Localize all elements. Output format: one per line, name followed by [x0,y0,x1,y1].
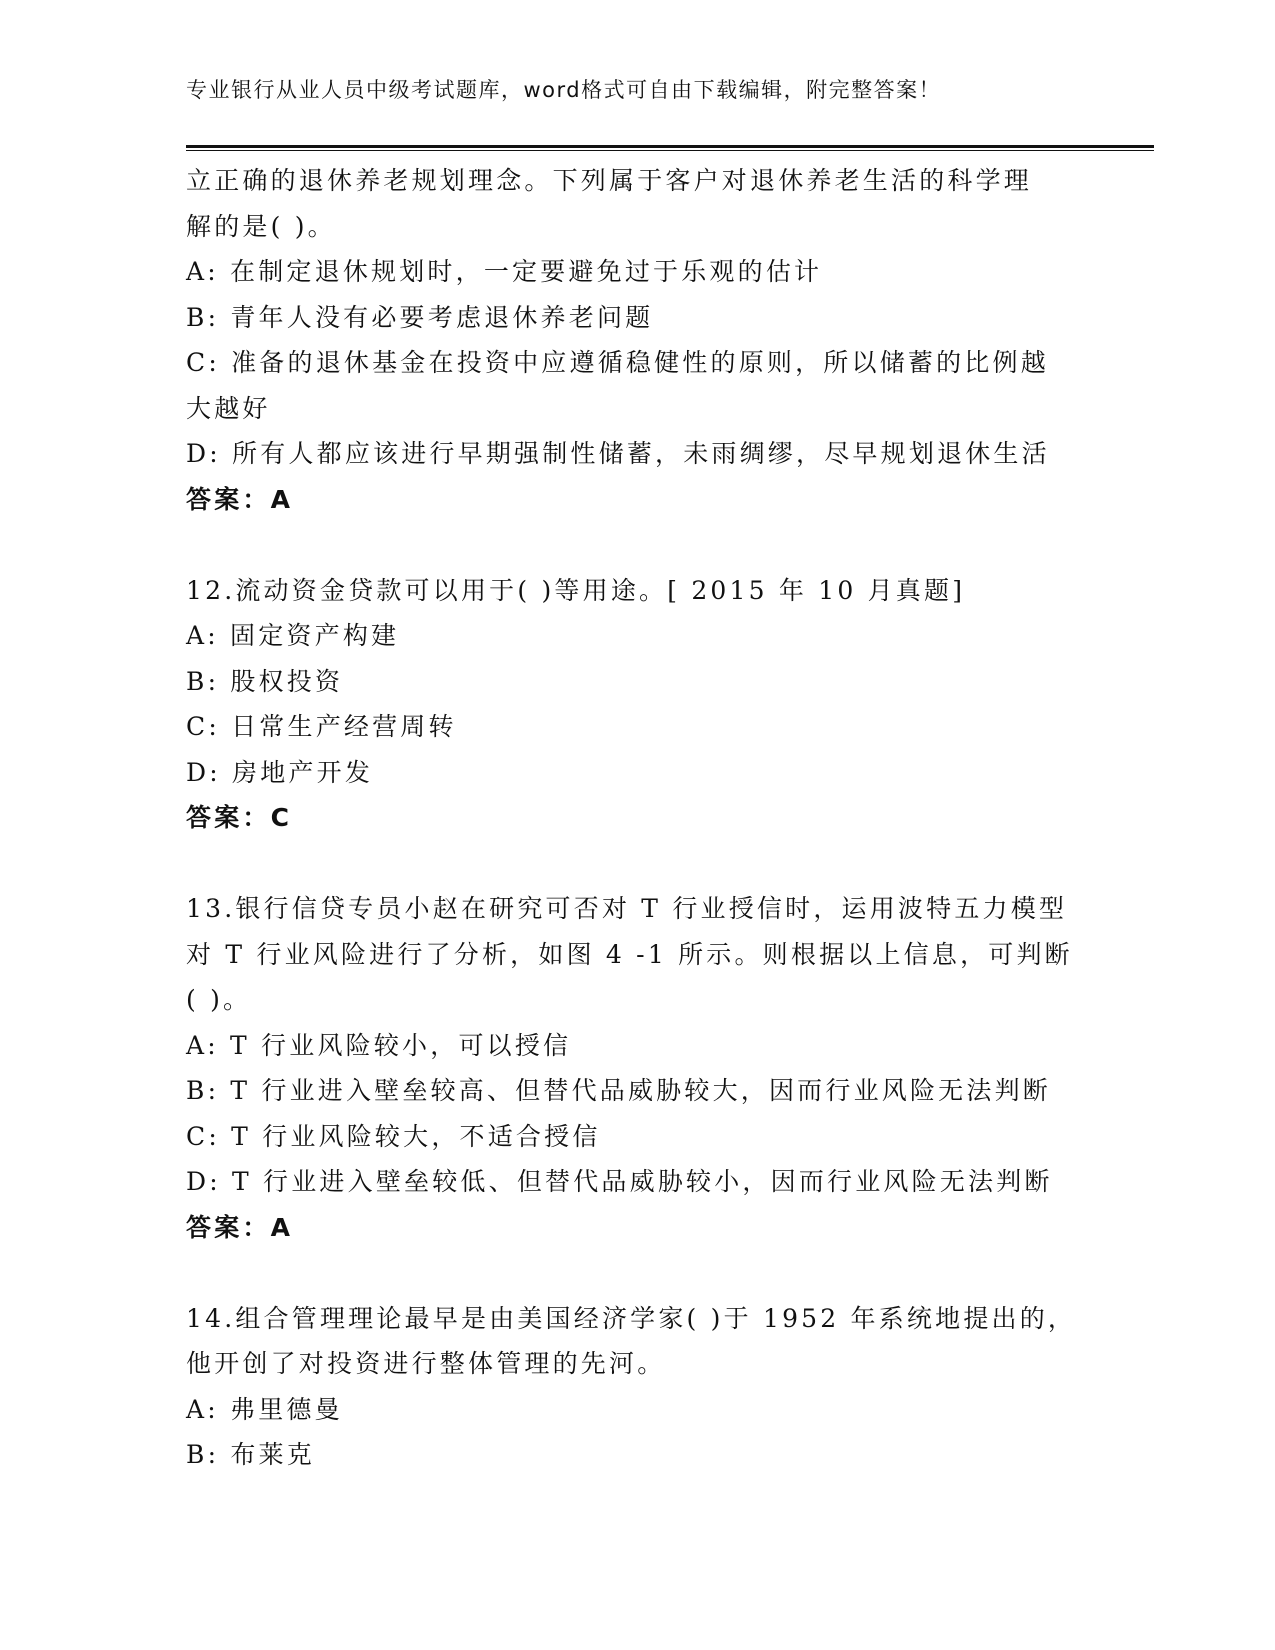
option-c: C: T 行业风险较大，不适合授信 [186,1121,601,1151]
question-stem-line: 对 T 行业风险进行了分析，如图 4 -1 所示。则根据以上信息，可判断 [186,939,1073,969]
answer-line: 答案：A [186,1212,294,1242]
option-a: A: 固定资产构建 [186,621,400,650]
option-b: B: T 行业进入壁垒较高、但替代品威胁较大，因而行业风险无法判断 [186,1076,1051,1105]
question-stem-line: 13.银行信贷专员小赵在研究可否对 T 行业授信时，运用波特五力模型 [186,894,1068,923]
option-d: D: 所有人都应该进行早期强制性储蓄，未雨绸缪，尽早规划退休生活 [186,439,1050,468]
question-stem-line: 14.组合管理理论最早是由美国经济学家( )于 1952 年系统地提出的， [186,1303,1077,1333]
spacer [186,522,1086,568]
spacer [186,1250,1086,1296]
answer-line: 答案：C [186,803,293,832]
option-c: C: 日常生产经营周转 [186,712,457,741]
option-d: D: T 行业进入壁垒较低、但替代品威胁较小，因而行业风险无法判断 [186,1167,1053,1196]
option-c: C: 准备的退休基金在投资中应遵循稳健性的原则，所以储蓄的比例越 [186,348,1049,377]
option-b: B: 布莱克 [186,1440,315,1469]
header-rule-thin [186,150,1154,151]
option-a: A: T 行业风险较小，可以授信 [186,1030,572,1060]
option-a: A: 在制定退休规划时，一定要避免过于乐观的估计 [186,257,823,286]
spacer [186,841,1086,887]
question-stem: 12.流动资金贷款可以用于( )等用途。[ 2015 年 10 月真题] [186,575,966,605]
option-a: A: 弗里德曼 [186,1394,343,1424]
question-stem-line: 立正确的退休养老规划理念。下列属于客户对退休养老生活的科学理 [186,166,1033,195]
option-d: D: 房地产开发 [186,757,374,787]
document-body [186,158,1086,1478]
question-stem-line: 解的是( )。 [186,211,336,241]
option-b: B: 股权投资 [186,666,344,696]
option-c-continued: 大越好 [186,393,271,423]
option-b: B: 青年人没有必要考虑退休养老问题 [186,302,654,332]
page-header: 专业银行从业人员中级考试题库，word格式可自由下载编辑，附完整答案！ [186,78,942,102]
question-stem-line: ( )。 [186,985,252,1014]
header-rule-thick [186,145,1154,148]
question-stem-line: 他开创了对投资进行整体管理的先河。 [186,1349,666,1378]
answer-line: 答案：A [186,484,294,514]
